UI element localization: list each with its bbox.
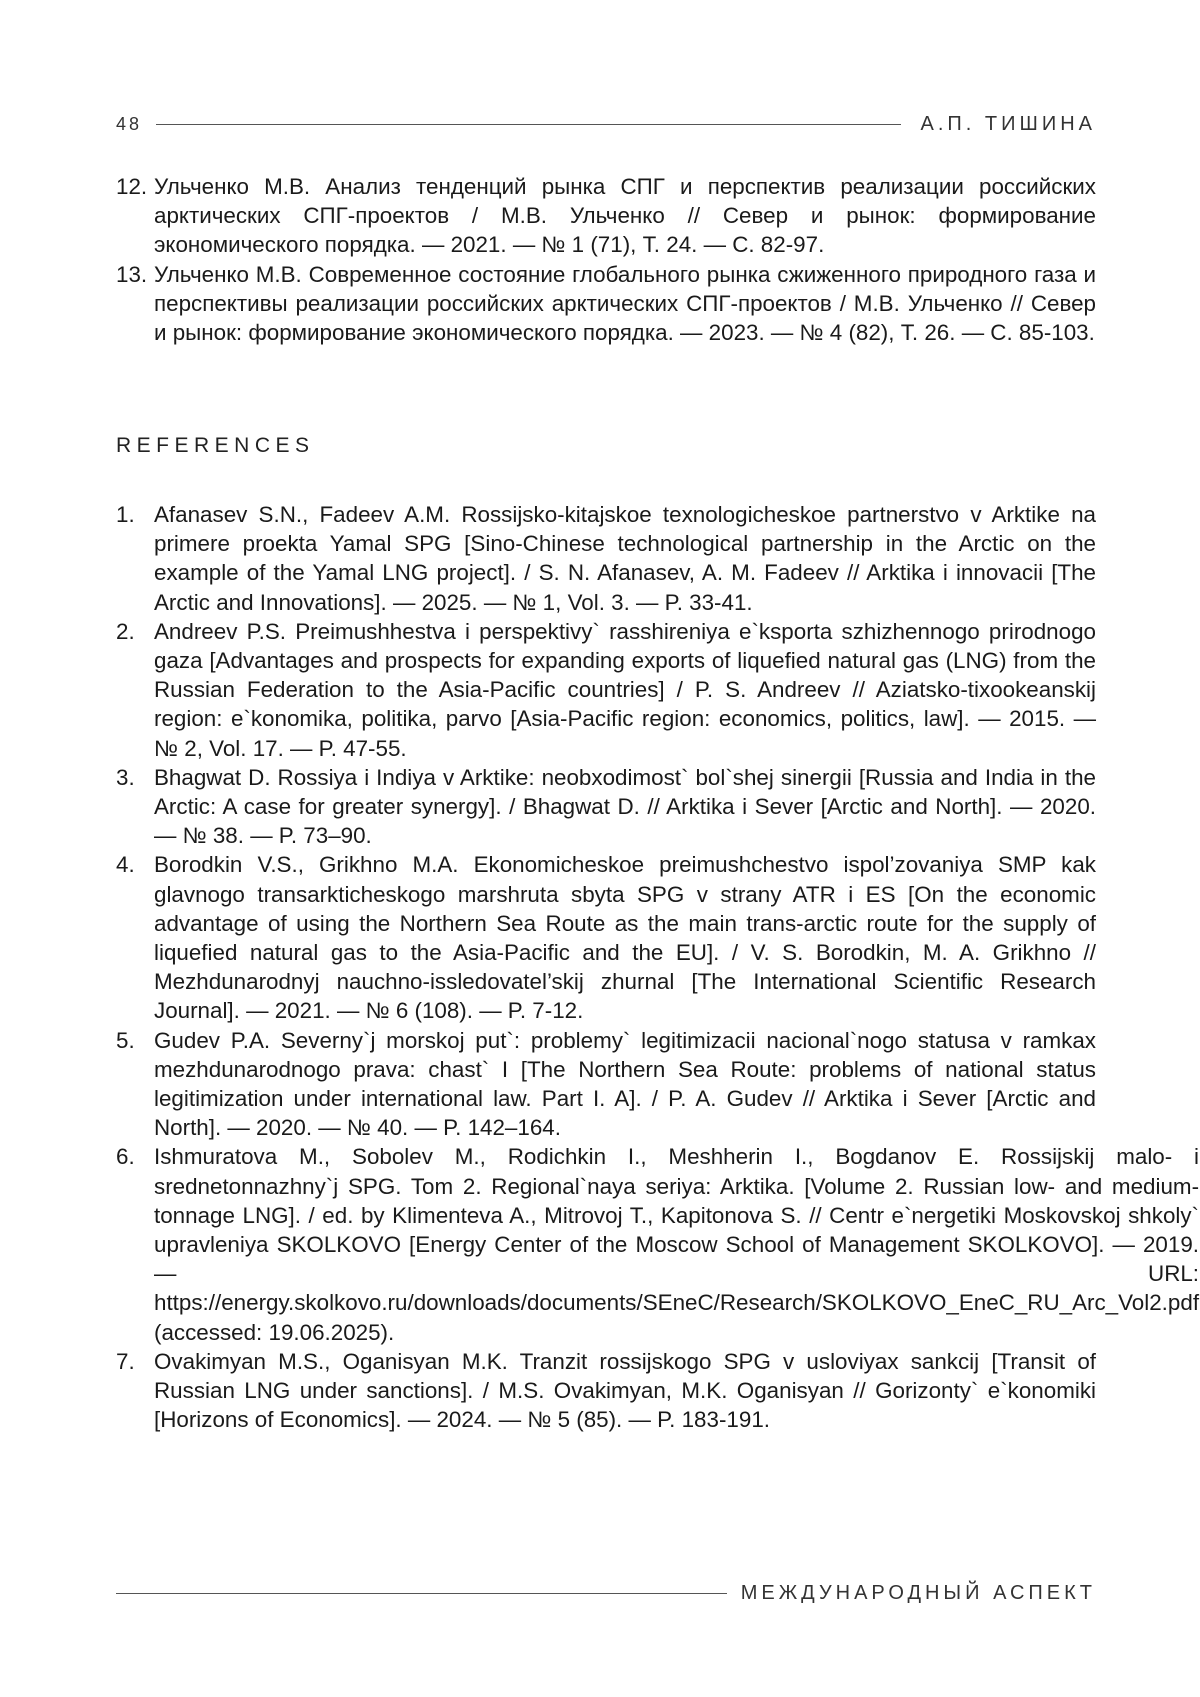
reference-number: 12.	[116, 174, 148, 199]
reference-text: Ульченко М.В. Анализ тенденций рынка СПГ и перспектив реализации российских арктических СПГ-проектов / М.В. Ульченко // Север и рынок: формирование экономического порядка. — 2021. — № 1 (71), Т. 24. — С. 82-97.	[154, 174, 1096, 258]
reference-list	[116, 500, 1200, 1435]
header-rule	[156, 124, 901, 125]
reference-number: 1.	[116, 502, 135, 527]
section-name: МЕЖДУНАРОДНЫЙ АСПЕКТ	[740, 1581, 1096, 1604]
reference-text: Ishmuratova M., Sobolev M., Rodichkin I., Meshherin I., Bogdanov E. Rossijskij malo- i srednetonnazhny`j SPG. Tom 2. Regional`naya seriya: Arktika. [Volume 2. Russian low- and medium-tonnage LNG]. / ed. by Klimenteva A., Mitrovoj T., Kapitonova S. // Centr e`nergetiki Moskovskoj shkoly` upravleniya SKOLKOVO [Energy Center of the Moscow School of Management SKOLKOVO]. — 2019. — URL: https://energy.skolkovo.ru/downloads/documents/SEneC/Research/SKOLKOVO_EneC_RU_Arc_Vol2.pdf (accessed: 19.06.2025).	[154, 1144, 1200, 1345]
russian-reference-list	[116, 172, 1096, 347]
reference-number: 3.	[116, 764, 135, 790]
reference-item	[116, 1026, 1096, 1143]
reference-text: Afanasev S.N., Fadeev A.M. Rossijsko-kitajskoe texnologicheskoe partnerstvo v Arktike na primere proekta Yamal SPG [Sino-Chinese technological partnership in the Arctic on the example of the Yamal LNG project]. / S. N. Afanasev, A. M. Fadeev // Arktika i innovacii [The Arctic and Innovations]. — 2025. — № 1, Vol. 3. — P. 33-41.	[154, 502, 1096, 615]
references-heading: REFERENCES	[116, 434, 315, 457]
reference-number: 5.	[116, 1027, 135, 1053]
reference-number: 7.	[116, 1348, 135, 1374]
reference-number: 6.	[116, 1144, 135, 1170]
page-number: 48	[116, 113, 143, 134]
reference-text: Bhagwat D. Rossiya i Indiya v Arktike: neobxodimost` bol`shej sinergii [Russia and India in the Arctic: A case for greater synergy]. / Bhagwat D. // Arktika i Sever [Arctic and North]. — 2020. — № 38. — P. 73–90.	[154, 764, 1096, 849]
reference-number: 2.	[116, 618, 135, 644]
page-footer	[116, 1578, 1096, 1608]
reference-item	[116, 1347, 1096, 1435]
reference-number: 4.	[116, 852, 135, 878]
reference-item	[116, 172, 1096, 260]
reference-item	[116, 763, 1096, 851]
reference-text: Borodkin V.S., Grikhno M.A. Ekonomicheskoe preimushchestvo ispol’zovaniya SMP kak glavnogo transarkticheskogo marshruta sbyta SPG v strany ATR i ES [On the economic advantage of using the Northern Sea Route as the main trans-arctic route for the supply of liquefied natural gas to the Asia-Pacific and the EU]. / V. S. Borodkin, M. A. Grikhno // Mezhdunarodnyj nauchno-issledovatel’skij zhurnal [The International Scientific Research Journal]. — 2021. — № 6 (108). — P. 7-12.	[154, 852, 1096, 1024]
reference-item	[116, 850, 1096, 1025]
reference-text: Ульченко М.В. Современное состояние глобального рынка сжиженного природного газа и перспективы реализации российских арктических СПГ-проектов / М.В. Ульченко // Север и рынок: формирование экономического порядка. — 2023. — № 4 (82), Т. 26. — С. 85-103.	[154, 261, 1096, 346]
page-header	[116, 108, 1096, 140]
reference-item	[116, 1142, 1200, 1346]
reference-item	[116, 500, 1096, 617]
footer-rule	[116, 1593, 727, 1594]
reference-text: Gudev P.A. Severny`j morskoj put`: problemy` legitimizacii nacional`nogo statusa v ramkax mezhdunarodnogo prava: chast` I [The Northern Sea Route: problems of national status legitimization under international law. Part I. A]. / P. A. Gudev // Arktika i Sever [Arctic and North]. — 2020. — № 40. — P. 142–164.	[154, 1027, 1096, 1141]
reference-item	[116, 260, 1096, 348]
running-author: А.П. ТИШИНА	[920, 112, 1096, 135]
reference-number: 13.	[116, 261, 148, 287]
reference-text: Ovakimyan M.S., Oganisyan M.K. Tranzit rossijskogo SPG v usloviyax sankcij [Transit of Russian LNG under sanctions]. / M.S. Ovakimyan, M.K. Oganisyan // Gorizonty` e`konomiki [Horizons of Economics]. — 2024. — № 5 (85). — P. 183-191.	[154, 1348, 1096, 1433]
reference-text: Andreev P.S. Preimushhestva i perspektivy` rasshireniya e`ksporta szhizhennogo prirodnogo gaza [Advantages and prospects for expanding exports of liquefied natural gas (LNG) from the Russian Federation to the Asia-Pacific countries] / P. S. Andreev // Aziatsko-tixookeanskij region: e`konomika, politika, parvo [Asia-Pacific region: economics, politics, law]. — 2015. — № 2, Vol. 17. — P. 47-55.	[154, 618, 1096, 761]
reference-item	[116, 617, 1096, 763]
